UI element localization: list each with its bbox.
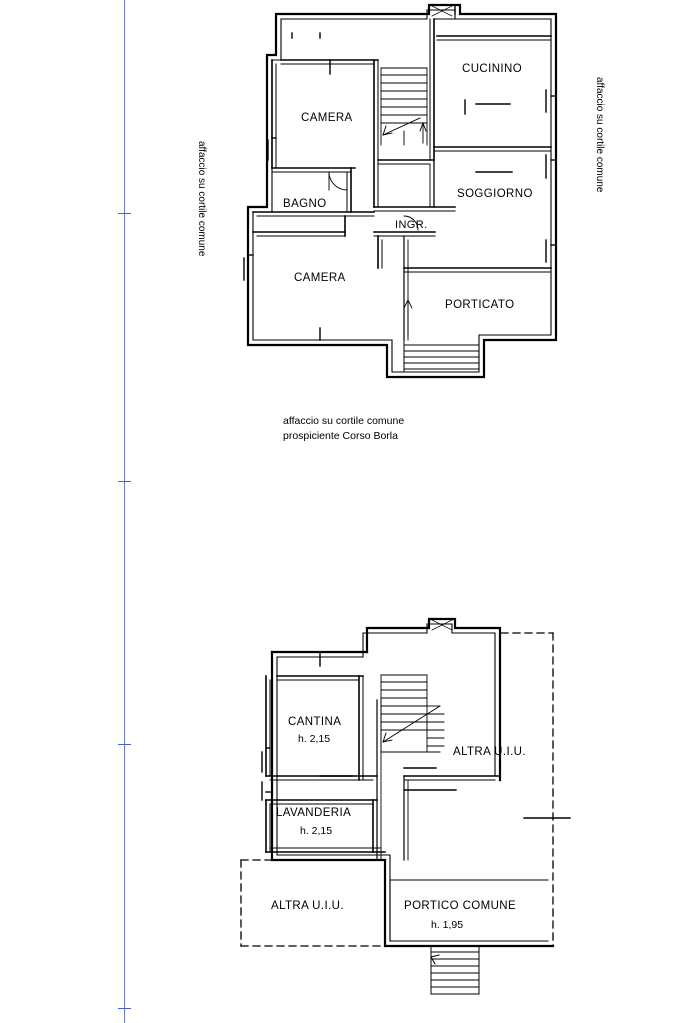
guide-tick-4 [118,1008,131,1009]
room-label-camera-2: CAMERA [294,272,346,284]
room-label-porticato: PORTICATO [445,299,515,311]
room-label-cantina: CANTINA [288,716,342,728]
guide-tick-1 [118,213,131,214]
page-guide-line [124,0,125,1023]
room-label-soggiorno: SOGGIORNO [457,188,533,200]
room-height-cantina: h. 2,15 [298,733,331,745]
room-height-lavanderia: h. 2,15 [300,825,333,837]
guide-tick-2 [118,481,131,482]
room-label-ingresso: INGR. [395,219,428,231]
room-label-portico-comune: PORTICO COMUNE [404,900,517,912]
annotation-right-courtyard: affaccio su cortile comune [594,77,605,193]
guide-tick-3 [118,744,131,745]
room-label-lavanderia: LAVANDERIA [276,807,352,819]
room-label-altra-uiu-right: ALTRA U.I.U. [453,746,526,758]
room-height-portico-comune: h. 1,95 [431,919,464,931]
room-label-camera-1: CAMERA [301,112,353,124]
annotation-bottom-line2: prospiciente Corso Borla [283,430,398,442]
annotation-left-courtyard: affaccio su cortile comune [196,141,207,257]
room-label-bagno: BAGNO [283,198,327,210]
room-label-altra-uiu-bottom: ALTRA U.I.U. [271,900,344,912]
annotation-bottom-line1: affaccio su cortile comune [283,415,405,427]
room-label-cucinino: CUCININO [462,63,523,75]
